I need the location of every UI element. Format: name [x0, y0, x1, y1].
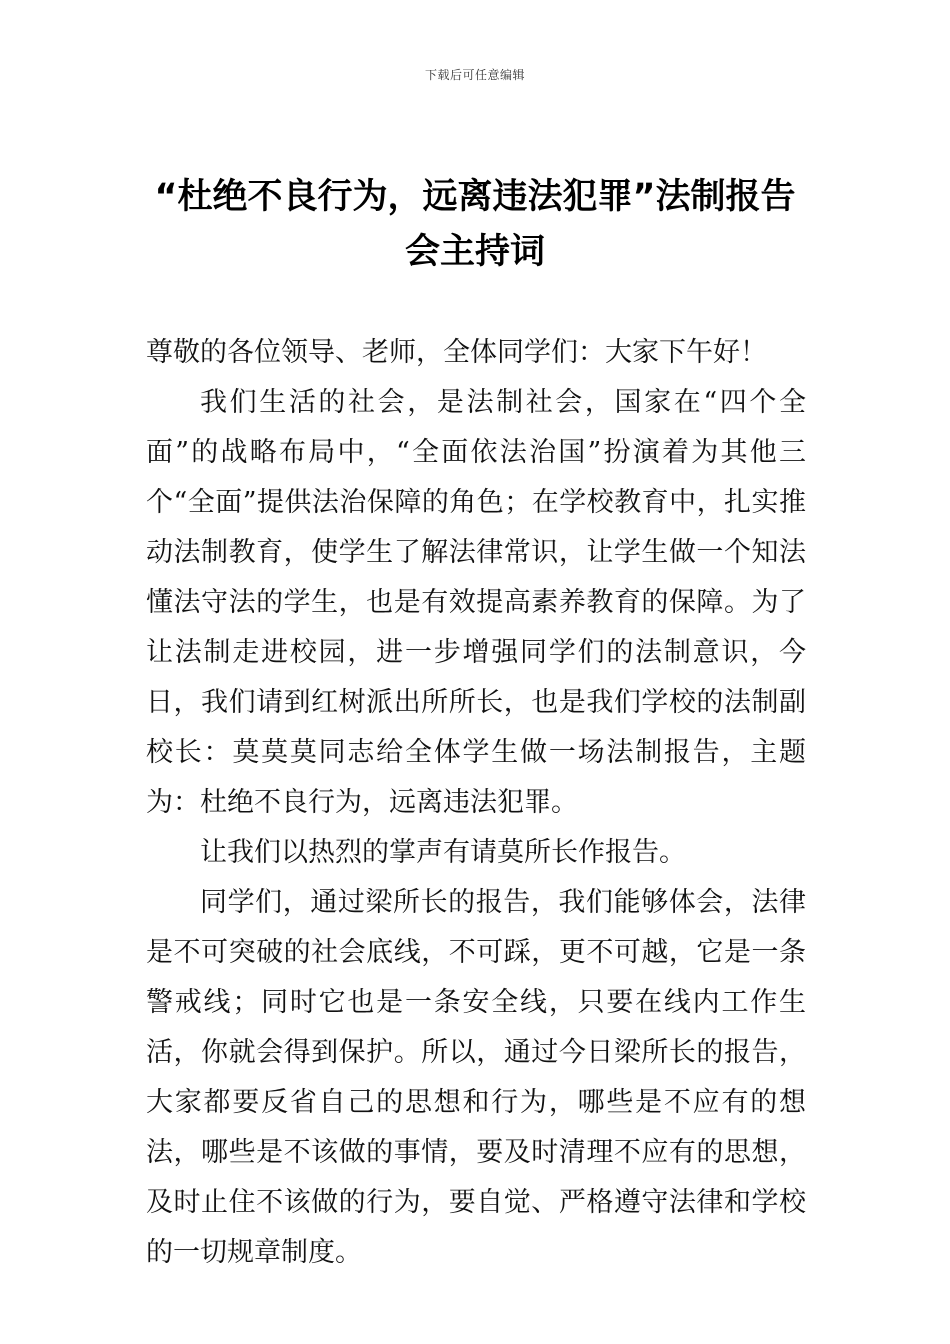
document-title: “杜绝不良行为，远离违法犯罪”法制报告会主持词: [154, 177, 796, 272]
greeting-paragraph: 尊敬的各位领导、老师，全体同学们：大家下午好！: [146, 337, 767, 368]
header-note: 下载后可任意编辑: [424, 68, 525, 82]
body-paragraph: 我们生活的社会，是法制社会，国家在“四个全面”的战略布局中，“全面依法治国”扮演着为其他三个“全面”提供法治保障的角色；在学校教育中，扎实推动法制教育，使学生了解法律常识，让学生做一个知法懂法守法的学生，也是有效提高素养教育的保障。为了让法制走进校园，进一步增强同学们的法制意识，今日，我们请到红树派出所所长，也是我们学校的法制副校长：莫莫莫同志给全体学生做一场法制报告，主题为：杜绝不良行为，远离违法犯罪。: [146, 387, 806, 818]
document-body: [146, 328, 806, 1278]
body-paragraph: 同学们，通过梁所长的报告，我们能够体会，法律是不可突破的社会底线，不可踩，更不可越，它是一条警戒线；同时它也是一条安全线，只要在线内工作生活，你就会得到保护。所以，通过今日梁所长的报告，大家都要反省自己的思想和行为，哪些是不应有的想法，哪些是不该做的事情，要及时清理不应有的思想，及时止住不该做的行为，要自觉、严格遵守法律和学校的一切规章制度。: [146, 887, 806, 1268]
body-paragraph: 让我们以热烈的掌声有请莫所长作报告。: [200, 837, 686, 868]
